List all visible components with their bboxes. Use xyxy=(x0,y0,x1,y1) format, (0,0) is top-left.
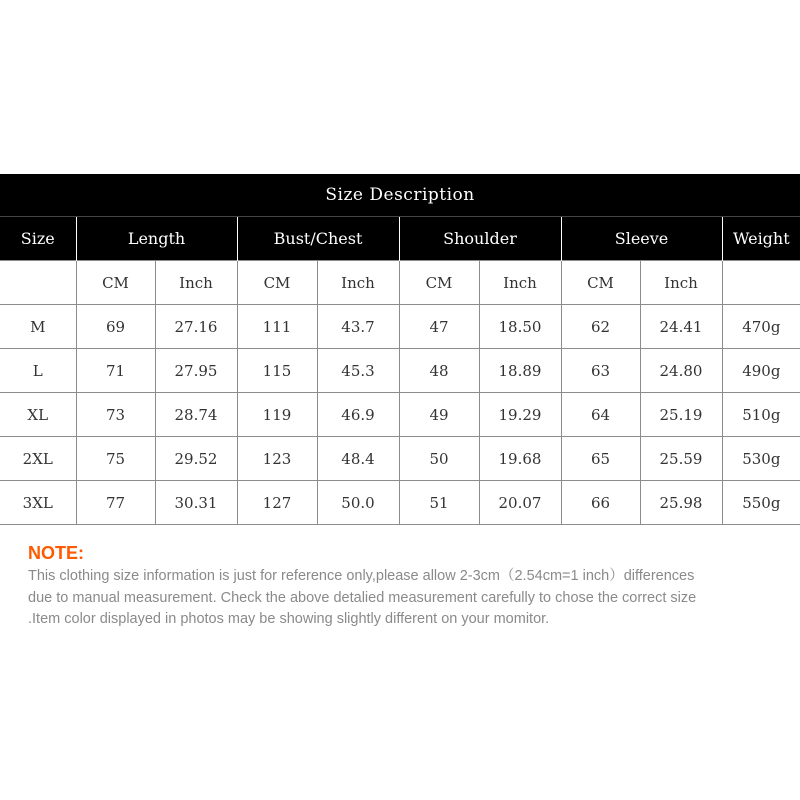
table-cell: 46.9 xyxy=(317,393,399,437)
note-line: .Item color displayed in photos may be showing slightly different on your momitor. xyxy=(28,611,550,627)
size-cell: 3XL xyxy=(0,481,76,525)
table-cell: 19.29 xyxy=(479,393,561,437)
table-cell: 18.89 xyxy=(479,349,561,393)
table-cell: 127 xyxy=(237,481,317,525)
table-cell: 64 xyxy=(561,393,640,437)
table-cell: 49 xyxy=(399,393,479,437)
table-cell: 119 xyxy=(237,393,317,437)
note-line: This clothing size information is just for reference only,please allow 2-3cm（2.54cm=1 inch）differences xyxy=(28,568,695,584)
header-sleeve: Sleeve xyxy=(561,217,722,261)
unit-cell: Inch xyxy=(479,261,561,305)
table-row xyxy=(0,305,800,349)
weight-cell: 510g xyxy=(722,393,800,437)
weight-cell: 550g xyxy=(722,481,800,525)
unit-cell: CM xyxy=(76,261,155,305)
table-cell: 123 xyxy=(237,437,317,481)
table-title: Size Description xyxy=(0,174,800,217)
table-cell: 25.98 xyxy=(640,481,722,525)
header-bust-chest: Bust/Chest xyxy=(237,217,399,261)
table-cell: 18.50 xyxy=(479,305,561,349)
table-cell: 115 xyxy=(237,349,317,393)
unit-cell xyxy=(0,261,76,305)
table-cell: 19.68 xyxy=(479,437,561,481)
table-cell: 27.16 xyxy=(155,305,237,349)
unit-cell xyxy=(722,261,800,305)
size-cell: 2XL xyxy=(0,437,76,481)
table-title-row xyxy=(0,174,800,217)
table-cell: 62 xyxy=(561,305,640,349)
table-cell: 69 xyxy=(76,305,155,349)
table-cell: 29.52 xyxy=(155,437,237,481)
table-cell: 24.80 xyxy=(640,349,722,393)
size-cell: L xyxy=(0,349,76,393)
table-cell: 63 xyxy=(561,349,640,393)
table-row xyxy=(0,481,800,525)
unit-row xyxy=(0,261,800,305)
size-chart-table xyxy=(0,174,800,525)
weight-cell: 530g xyxy=(722,437,800,481)
note-text xyxy=(28,566,788,631)
table-row xyxy=(0,393,800,437)
table-cell: 24.41 xyxy=(640,305,722,349)
table-cell: 51 xyxy=(399,481,479,525)
unit-cell: CM xyxy=(237,261,317,305)
note-line: due to manual measurement. Check the above detalied measurement carefully to chose the correct size xyxy=(28,589,697,606)
table-cell: 75 xyxy=(76,437,155,481)
table-cell: 50 xyxy=(399,437,479,481)
table-cell: 65 xyxy=(561,437,640,481)
weight-cell: 490g xyxy=(722,349,800,393)
table-header-row xyxy=(0,217,800,261)
table-cell: 25.19 xyxy=(640,393,722,437)
weight-cell: 470g xyxy=(722,305,800,349)
table-cell: 50.0 xyxy=(317,481,399,525)
header-length: Length xyxy=(76,217,237,261)
note-title: NOTE: xyxy=(28,543,84,563)
header-weight: Weight xyxy=(722,217,800,261)
unit-cell: CM xyxy=(399,261,479,305)
header-shoulder: Shoulder xyxy=(399,217,561,261)
unit-cell: Inch xyxy=(155,261,237,305)
table-cell: 27.95 xyxy=(155,349,237,393)
table-cell: 30.31 xyxy=(155,481,237,525)
table-cell: 71 xyxy=(76,349,155,393)
unit-cell: Inch xyxy=(317,261,399,305)
size-cell: XL xyxy=(0,393,76,437)
size-cell: M xyxy=(0,305,76,349)
unit-cell: Inch xyxy=(640,261,722,305)
table-cell: 25.59 xyxy=(640,437,722,481)
header-size: Size xyxy=(0,217,76,261)
table-cell: 20.07 xyxy=(479,481,561,525)
table-cell: 48.4 xyxy=(317,437,399,481)
table-cell: 45.3 xyxy=(317,349,399,393)
table-row xyxy=(0,349,800,393)
table-cell: 43.7 xyxy=(317,305,399,349)
table-cell: 48 xyxy=(399,349,479,393)
unit-cell: CM xyxy=(561,261,640,305)
table-row xyxy=(0,437,800,481)
table-cell: 77 xyxy=(76,481,155,525)
table-cell: 111 xyxy=(237,305,317,349)
table-cell: 66 xyxy=(561,481,640,525)
table-cell: 73 xyxy=(76,393,155,437)
table-cell: 47 xyxy=(399,305,479,349)
table-cell: 28.74 xyxy=(155,393,237,437)
